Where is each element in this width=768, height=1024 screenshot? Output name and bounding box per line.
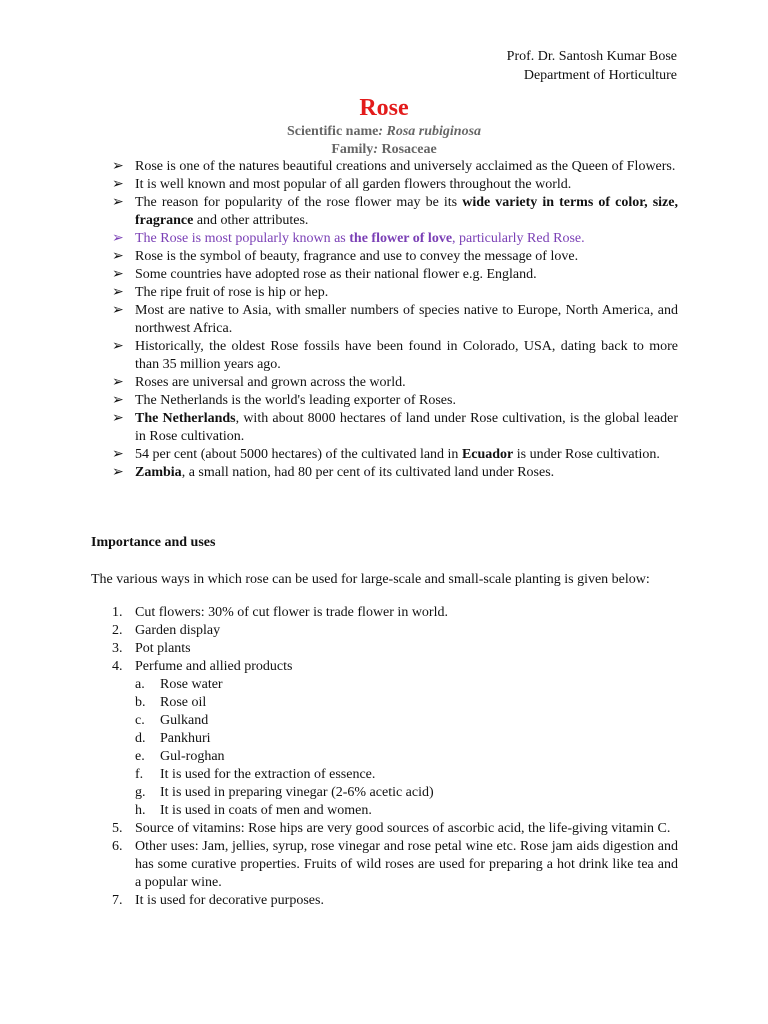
use-text: Pot plants xyxy=(135,641,191,656)
use-item xyxy=(112,820,678,838)
arrow-bullet-icon: ➢ xyxy=(112,303,124,318)
use-item xyxy=(112,640,678,658)
fact-item xyxy=(112,410,678,446)
sub-letter: a. xyxy=(135,677,145,692)
use-text: Garden display xyxy=(135,623,221,638)
fact-text: and other attributes. xyxy=(193,213,309,228)
use-item xyxy=(112,604,678,622)
arrow-bullet-icon: ➢ xyxy=(112,249,124,264)
sub-letter: f. xyxy=(135,767,144,782)
arrow-bullet-icon: ➢ xyxy=(112,465,124,480)
sub-item xyxy=(135,676,678,694)
fact-emphasis: wide variety in terms of color, size, fragrance xyxy=(135,195,678,228)
use-number: 1. xyxy=(112,605,123,620)
sub-letter: b. xyxy=(135,695,146,710)
use-number: 2. xyxy=(112,623,123,638)
sub-text: Gulkand xyxy=(160,713,209,728)
author-name: Prof. Dr. Santosh Kumar Bose xyxy=(506,49,677,64)
sub-letter: e. xyxy=(135,749,145,764)
use-number: 5. xyxy=(112,821,123,836)
fact-text: is under Rose cultivation. xyxy=(513,447,660,462)
section-intro: The various ways in which rose can be used for large-scale and small-scale planting is given below: xyxy=(91,572,650,587)
author-block xyxy=(507,47,677,85)
sub-text: Pankhuri xyxy=(160,731,211,746)
fact-item xyxy=(112,248,678,266)
sub-item xyxy=(135,712,678,730)
sub-item xyxy=(135,748,678,766)
sub-item xyxy=(135,766,678,784)
sub-text: Rose water xyxy=(160,677,223,692)
arrow-bullet-icon: ➢ xyxy=(112,411,124,426)
use-item xyxy=(112,658,678,820)
fact-item xyxy=(112,194,678,230)
scientific-name xyxy=(0,123,768,141)
sub-text: It is used in preparing vinegar (2-6% acetic acid) xyxy=(160,785,434,800)
use-text: Other uses: Jam, jellies, syrup, rose vinegar and rose petal wine etc. Rose jam aids digestion and has some curative properties. Fruits of wild roses are used for preparing a hot drink like tea and a popular wine. xyxy=(135,839,678,890)
fact-text: Historically, the oldest Rose fossils have been found in Colorado, USA, dating back to more than 35 million years ago. xyxy=(135,339,678,372)
sub-text: Rose oil xyxy=(160,695,207,710)
fact-emphasis: Ecuador xyxy=(461,447,514,462)
fact-text: It is well known and most popular of all garden flowers throughout the world. xyxy=(135,177,572,192)
fact-item xyxy=(112,446,678,464)
fact-item xyxy=(112,392,678,410)
scientific-name-colon: : xyxy=(378,124,387,139)
arrow-bullet-icon: ➢ xyxy=(112,339,124,354)
fact-item xyxy=(112,284,678,302)
fact-text: Some countries have adopted rose as their national flower e.g. England. xyxy=(135,267,537,282)
sub-item xyxy=(135,802,678,820)
arrow-bullet-icon: ➢ xyxy=(112,231,124,246)
section-heading: Importance and uses xyxy=(91,535,216,550)
family-value: Rosaceae xyxy=(381,142,437,157)
use-number: 6. xyxy=(112,839,123,854)
sub-text: It is used in coats of men and women. xyxy=(160,803,372,818)
sub-item xyxy=(135,694,678,712)
family-colon: : xyxy=(373,142,382,157)
fact-text: , particularly Red Rose. xyxy=(452,231,585,246)
arrow-bullet-icon: ➢ xyxy=(112,393,124,408)
arrow-bullet-icon: ➢ xyxy=(112,375,124,390)
sub-letter: g. xyxy=(135,785,146,800)
fact-item xyxy=(112,464,678,482)
fact-text: , a small nation, had 80 per cent of its cultivated land under Roses. xyxy=(181,465,555,480)
arrow-bullet-icon: ➢ xyxy=(112,195,124,210)
sub-letter: d. xyxy=(135,731,146,746)
fact-item xyxy=(112,374,678,392)
fact-text: The ripe fruit of rose is hip or hep. xyxy=(135,285,329,300)
fact-text: Rose is one of the natures beautiful creations and universely acclaimed as the Queen of Flowers. xyxy=(135,159,676,174)
fact-text: 54 per cent (about 5000 hectares) of the cultivated land in xyxy=(135,447,462,462)
use-item xyxy=(112,892,678,910)
use-text: Perfume and allied products xyxy=(135,659,293,674)
fact-text: The reason for popularity of the rose flower may be its xyxy=(135,195,463,210)
fact-text: , with about 8000 hectares of land under Rose cultivation, is the global leader in Rose cultivation. xyxy=(135,411,678,444)
fact-item xyxy=(112,230,678,248)
perfume-products-list xyxy=(135,676,678,820)
sub-letter: h. xyxy=(135,803,146,818)
fact-emphasis: the flower of love xyxy=(349,231,453,246)
fact-item xyxy=(112,266,678,284)
arrow-bullet-icon: ➢ xyxy=(112,447,124,462)
use-item xyxy=(112,622,678,640)
fact-text: Rose is the symbol of beauty, fragrance and use to convey the message of love. xyxy=(135,249,579,264)
sub-item xyxy=(135,784,678,802)
sub-item xyxy=(135,730,678,748)
use-number: 7. xyxy=(112,893,123,908)
fact-item xyxy=(112,176,678,194)
arrow-bullet-icon: ➢ xyxy=(112,159,124,174)
fact-text: The Netherlands is the world's leading exporter of Roses. xyxy=(135,393,456,408)
sub-text: It is used for the extraction of essence. xyxy=(160,767,376,782)
family-name xyxy=(0,141,768,159)
sub-text: Gul-roghan xyxy=(160,749,225,764)
fact-text: Roses are universal and grown across the world. xyxy=(135,375,406,390)
sub-letter: c. xyxy=(135,713,145,728)
fact-emphasis: Zambia xyxy=(135,465,182,480)
arrow-bullet-icon: ➢ xyxy=(112,285,124,300)
fact-item xyxy=(112,302,678,338)
fact-item xyxy=(112,158,678,176)
scientific-name-label: Scientific name xyxy=(286,124,379,139)
use-item xyxy=(112,838,678,892)
fact-text: Most are native to Asia, with smaller numbers of species native to Europe, North America, and northwest Africa. xyxy=(135,303,678,336)
page-title: Rose xyxy=(359,95,409,121)
arrow-bullet-icon: ➢ xyxy=(112,177,124,192)
arrow-bullet-icon: ➢ xyxy=(112,267,124,282)
department-name: Department of Horticulture xyxy=(523,68,677,83)
fact-emphasis: The Netherlands xyxy=(135,411,236,426)
fact-text: The Rose is most popularly known as xyxy=(135,231,350,246)
fact-item xyxy=(112,338,678,374)
use-text: Source of vitamins: Rose hips are very good sources of ascorbic acid, the life-giving vitamin C. xyxy=(135,821,671,836)
scientific-name-value: Rosa rubiginosa xyxy=(386,124,482,139)
use-number: 3. xyxy=(112,641,123,656)
use-text: It is used for decorative purposes. xyxy=(135,893,324,908)
family-label: Family xyxy=(331,142,374,157)
rose-facts-list xyxy=(112,158,678,482)
use-number: 4. xyxy=(112,659,123,674)
uses-list xyxy=(112,604,678,910)
use-text: Cut flowers: 30% of cut flower is trade flower in world. xyxy=(135,605,448,620)
